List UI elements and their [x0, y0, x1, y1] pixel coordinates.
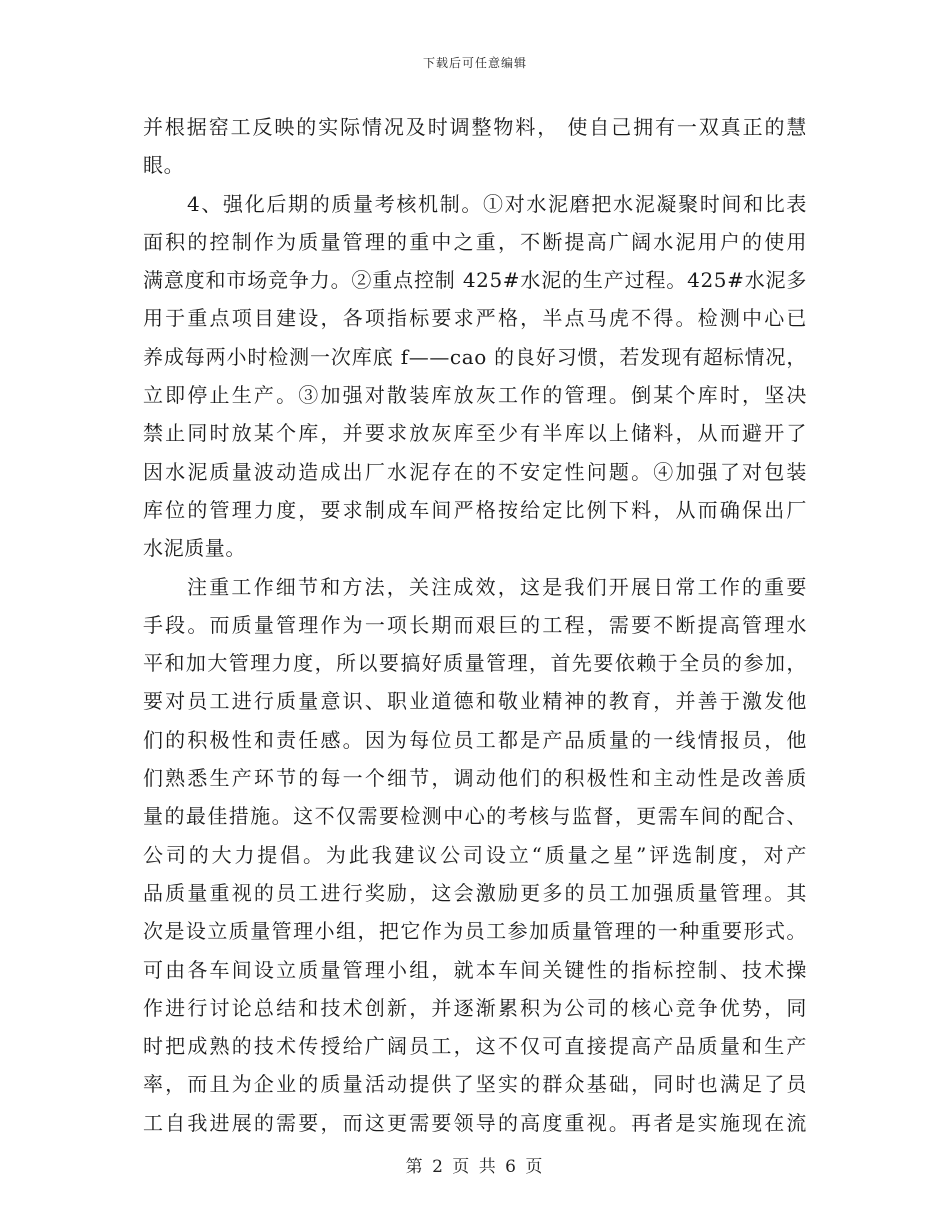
text-line: 手段。而质量管理作为一项长期而艰巨的工程，需要不断提高管理水 — [143, 612, 807, 637]
text-line: 公司的大力提倡。为此我建议公司设立“质量之星”评选制度，对产 — [143, 842, 807, 867]
text-line: 们的积极性和责任感。因为每位员工都是产品质量的一线情报员，他 — [143, 727, 807, 752]
text-line: 满意度和市场竞争力。②重点控制 425#水泥的生产过程。425#水泥多 — [143, 268, 807, 293]
text-line: 次是设立质量管理小组，把它作为员工参加质量管理的一种重要形式。 — [143, 919, 807, 944]
text-line: 注重工作细节和方法，关注成效，这是我们开展日常工作的重要 — [187, 574, 807, 599]
text-line: 率，而且为企业的质量活动提供了坚实的群众基础，同时也满足了员 — [143, 1072, 807, 1097]
text-line: 们熟悉生产环节的每一个细节，调动他们的积极性和主动性是改善质 — [143, 766, 807, 791]
text-line: 要对员工进行质量意识、职业道德和敬业精神的教育，并善于激发他 — [143, 689, 807, 714]
page-header-note: 下载后可任意编辑 — [422, 56, 527, 70]
text-line: 用于重点项目建设，各项指标要求严格，半点马虎不得。检测中心已 — [143, 306, 807, 331]
text-line: 量的最佳措施。这不仅需要检测中心的考核与监督，更需车间的配合、 — [143, 804, 807, 829]
text-line: 面积的控制作为质量管理的重中之重，不断提高广阔水泥用户的使用 — [143, 229, 807, 254]
text-line: 眼。 — [143, 153, 185, 178]
text-line: 并根据窑工反映的实际情况及时调整物料， 使自己拥有一双真正的慧 — [143, 115, 807, 139]
text-line: 立即停止生产。③加强对散装库放灰工作的管理。倒某个库时，坚决 — [143, 383, 807, 408]
text-line: 作进行讨论总结和技术创新，并逐渐累积为公司的核心竞争优势，同 — [143, 995, 807, 1020]
text-line: 可由各车间设立质量管理小组，就本车间关键性的指标控制、技术操 — [143, 957, 807, 982]
text-line: 因水泥质量波动造成出厂水泥存在的不安定性问题。④加强了对包装 — [143, 459, 807, 484]
text-line: 禁止同时放某个库，并要求放灰库至少有半库以上储料，从而避开了 — [143, 421, 807, 446]
text-line: 品质量重视的员工进行奖励，这会激励更多的员工加强质量管理。其 — [143, 880, 807, 905]
text-line: 4、强化后期的质量考核机制。①对水泥磨把水泥凝聚时间和比表 — [187, 191, 807, 216]
page-number: 第 2 页 共 6 页 — [405, 1157, 545, 1177]
text-line: 平和加大管理力度，所以要搞好质量管理，首先要依赖于全员的参加， — [143, 651, 807, 676]
document-body — [143, 108, 807, 1142]
text-line: 库位的管理力度，要求制成车间严格按给定比例下料，从而确保出厂 — [143, 497, 807, 522]
text-line: 时把成熟的技术传授给广阔员工，这不仅可直接提高产品质量和生产 — [143, 1034, 807, 1059]
text-line: 工自我进展的需要，而这更需要领导的高度重视。再者是实施现在流 — [143, 1110, 807, 1135]
text-line: 水泥质量。 — [143, 536, 246, 561]
text-line: 养成每两小时检测一次库底 f——cao 的良好习惯，若发现有超标情况， — [143, 344, 807, 369]
